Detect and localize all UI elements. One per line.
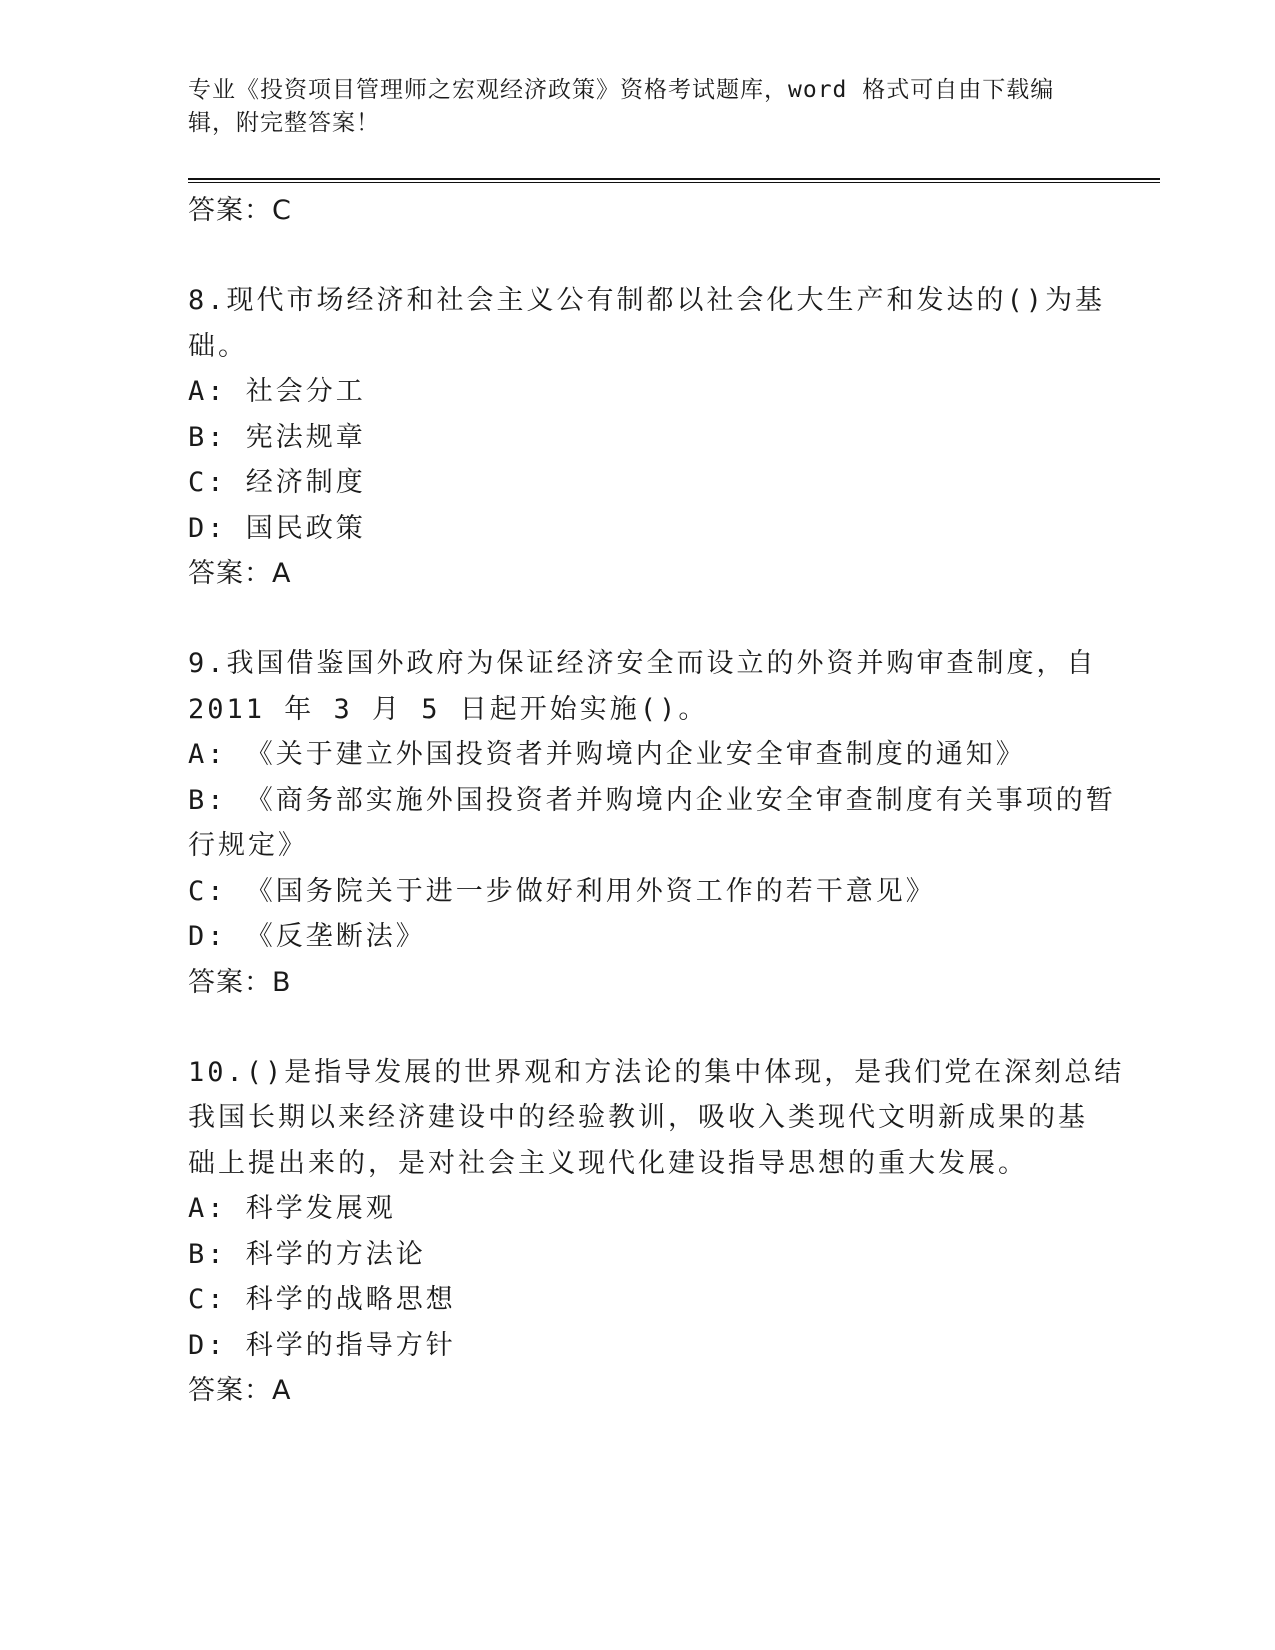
question-block	[188, 278, 1106, 597]
option-d: D: 《反垄断法》	[188, 921, 426, 952]
question-text: 2011 年 3 月 5 日起开始实施()。	[188, 693, 709, 725]
question-text: 9.我国借鉴国外政府为保证经济安全而设立的外资并购审查制度，自	[188, 648, 1097, 679]
header-line: 专业《投资项目管理师之宏观经济政策》资格考试题库，word 格式可自由下载编	[188, 77, 1055, 103]
option-b: B: 科学的方法论	[188, 1238, 426, 1270]
option-c: C: 《国务院关于进一步做好利用外资工作的若干意见》	[188, 875, 936, 907]
question-list	[188, 188, 1125, 1414]
option-c: C: 科学的战略思想	[188, 1284, 456, 1315]
option-b: B: 宪法规章	[188, 421, 366, 453]
option-a: A: 《关于建立外国投资者并购境内企业安全审查制度的通知》	[188, 739, 1026, 770]
question-text: 10.()是指导发展的世界观和方法论的集中体现，是我们党在深刻总结	[188, 1056, 1125, 1088]
option-d: D: 科学的指导方针	[188, 1329, 456, 1361]
option-b: B: 《商务部实施外国投资者并购境内企业安全审查制度有关事项的暂	[188, 784, 1116, 816]
answer-label: 答案：A	[188, 558, 292, 589]
option-a: A: 社会分工	[188, 376, 366, 407]
option-c: C: 经济制度	[188, 467, 366, 498]
option-d: D: 国民政策	[188, 512, 366, 544]
header-line: 辑，附完整答案！	[188, 110, 380, 136]
document-header	[188, 74, 1088, 140]
option-b-continued: 行规定》	[188, 830, 308, 861]
header-divider	[188, 178, 1160, 183]
question-text: 础上提出来的，是对社会主义现代化建设指导思想的重大发展。	[188, 1147, 1028, 1179]
answer-label: 答案：B	[188, 966, 292, 998]
answer-label: 答案：C	[188, 195, 292, 226]
answer-label: 答案：A	[188, 1375, 292, 1406]
question-block	[188, 1050, 1125, 1415]
question-block	[188, 641, 1116, 1006]
option-a: A: 科学发展观	[188, 1193, 396, 1224]
question-text: 我国长期以来经济建设中的经验教训，吸收入类现代文明新成果的基	[188, 1102, 1088, 1133]
question-text: 础。	[188, 330, 248, 362]
question-text: 8.现代市场经济和社会主义公有制都以社会化大生产和发达的()为基	[188, 285, 1106, 316]
